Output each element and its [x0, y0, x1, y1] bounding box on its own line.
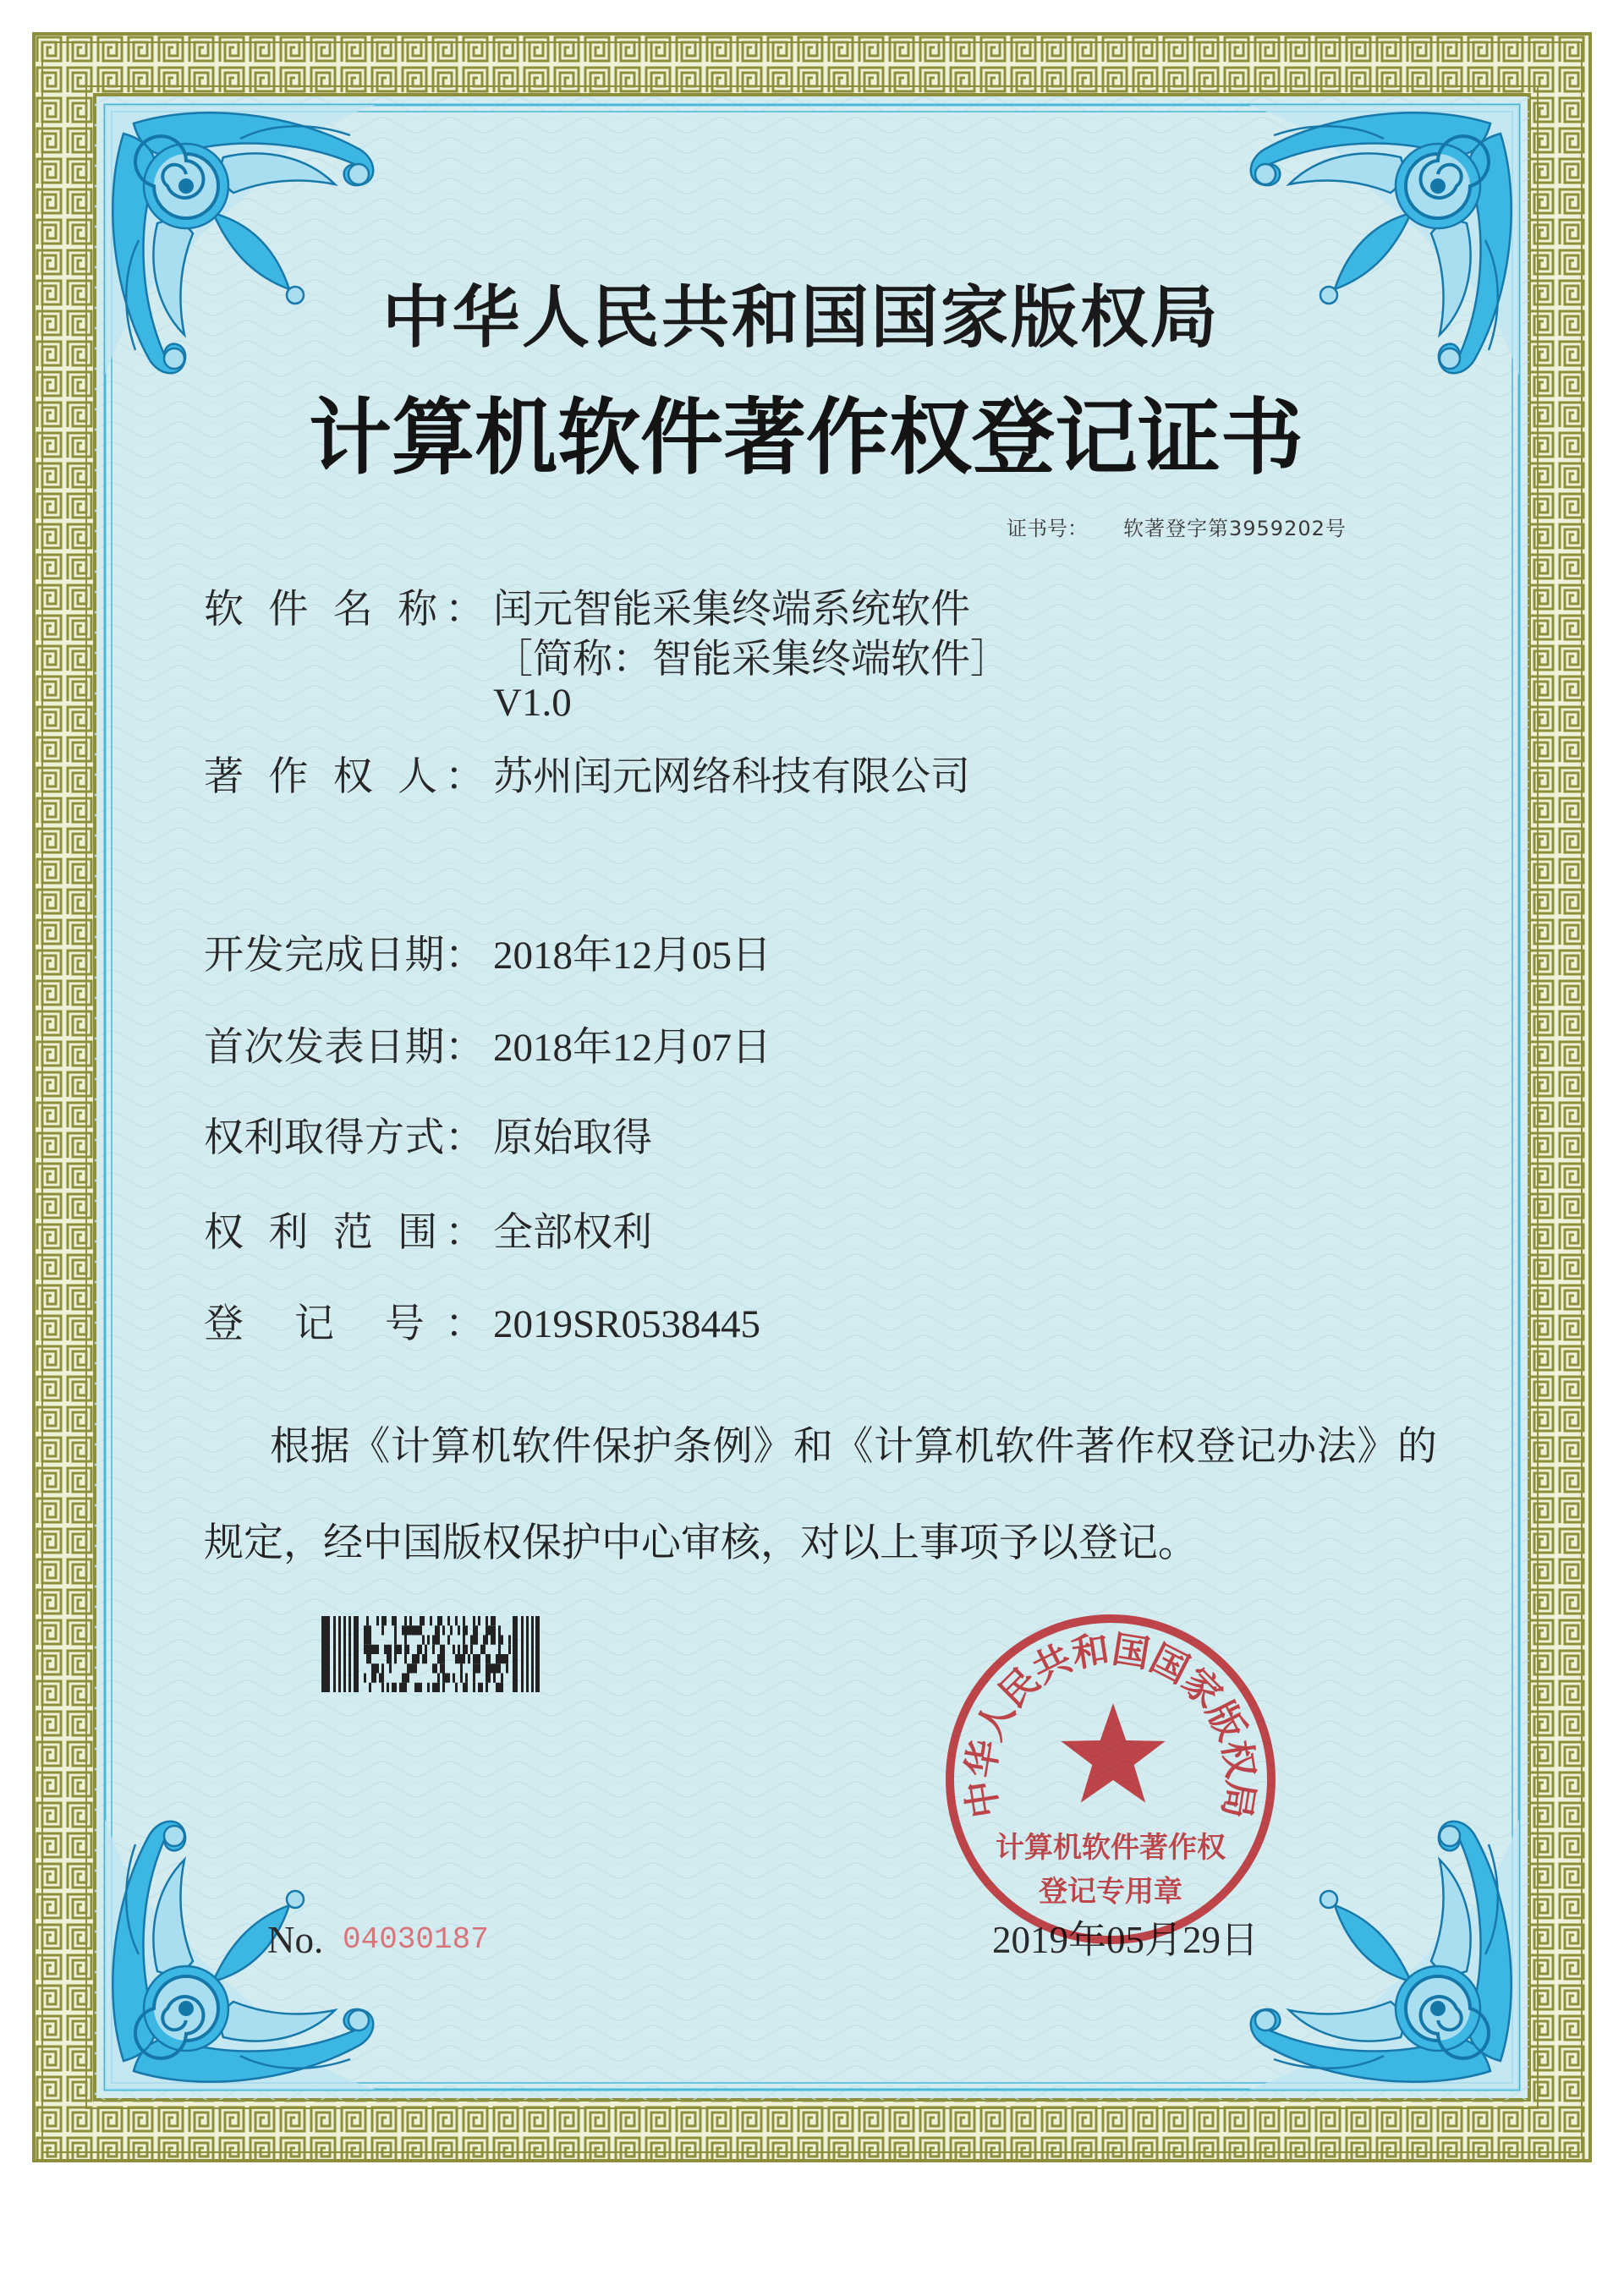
- seal-star: [1061, 1703, 1166, 1803]
- copyright-owner-label: 著 作 权 人：: [204, 755, 485, 799]
- acquisition-method-value: 原始取得: [493, 1116, 652, 1160]
- serial-number: 04030187: [343, 1922, 489, 1957]
- software-short-name: ［简称：智能采集终端软件］: [493, 638, 1010, 682]
- official-seal: [941, 1610, 1280, 1948]
- serial-prefix: No.: [267, 1919, 324, 1961]
- acquisition-method-label: 权利取得方式：: [204, 1116, 485, 1160]
- seal-line-1: 计算机软件著作权: [996, 1831, 1226, 1865]
- completion-date-label: 开发完成日期：: [204, 934, 485, 978]
- issuing-authority: 中华人民共和国国家版权局: [382, 278, 1220, 357]
- certificate-number-value: 软著登字第3959202号: [1123, 517, 1347, 540]
- registration-number-value: 2019SR0538445: [493, 1302, 760, 1346]
- seal-line-2: 登记专用章: [1039, 1875, 1182, 1909]
- declaration-line-2: 规定，经中国版权保护中心审核，对以上事项予以登记。: [204, 1521, 1198, 1565]
- issue-date: 2019年05月29日: [992, 1919, 1259, 1961]
- rights-scope-label: 权 利 范 围：: [204, 1211, 485, 1255]
- certificate-number-label: 证书号：: [1007, 517, 1088, 540]
- seal-ring-text-path: 中华人民共和国国家版权局: [958, 1627, 1263, 1822]
- software-name-value: 闰元智能采集终端系统软件: [493, 588, 970, 632]
- software-version: V1.0: [493, 681, 572, 725]
- rights-scope-value: 全部权利: [493, 1211, 652, 1255]
- software-name-label: 软 件 名 称：: [204, 588, 485, 632]
- declaration-line-1: 根据《计算机软件保护条例》和《计算机软件著作权登记办法》的: [270, 1425, 1437, 1469]
- barcode: [321, 1616, 540, 1692]
- publication-date-value: 2018年12月07日: [493, 1026, 771, 1070]
- publication-date-label: 首次发表日期：: [204, 1026, 485, 1070]
- completion-date-value: 2018年12月05日: [493, 934, 771, 978]
- copyright-owner-value: 苏州闰元网络科技有限公司: [493, 755, 970, 799]
- registration-number-label: 登 记 号：: [204, 1302, 485, 1346]
- certificate-title: 计算机软件著作权登记证书: [308, 389, 1303, 486]
